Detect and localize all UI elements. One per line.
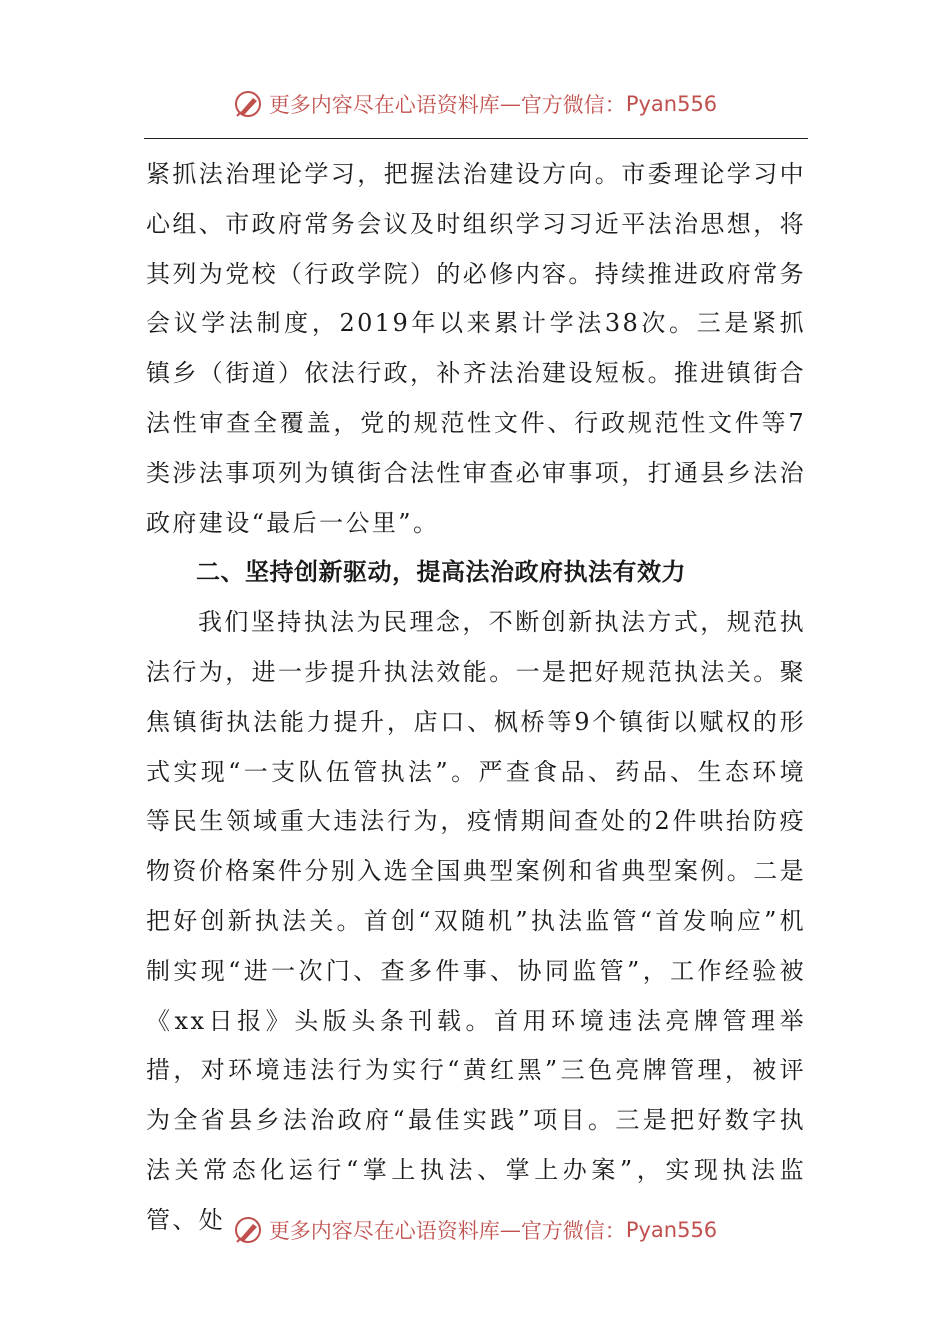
body-paragraph-1: 紧抓法治理论学习，把握法治建设方向。市委理论学习中心组、市政府常务会议及时组织学习习近平法治思想，将其列为党校（行政学院）的必修内容。持续推进政府常务会议学法制度，2019年以来累计学法38次。三是紧抓镇乡（街道）依法行政，补齐法治建设短板。推进镇街合法性审查全覆盖，党的规范性文件、行政规范性文件等7类涉法事项列为镇街合法性审查必审事项，打通县乡法治政府建设“最后一公里”。 bbox=[146, 160, 806, 537]
watermark-id: Pyan556 bbox=[625, 92, 718, 116]
watermark-suffix: 官方微信： bbox=[520, 1219, 626, 1243]
footer-watermark bbox=[0, 1210, 950, 1250]
watermark-id: Pyan556 bbox=[625, 1218, 718, 1242]
pen-nib-logo-icon bbox=[233, 1215, 263, 1245]
watermark-suffix: 官方微信： bbox=[520, 93, 626, 117]
watermark-dash: — bbox=[499, 1218, 521, 1242]
pen-nib-logo-icon bbox=[233, 89, 263, 119]
section-heading-2: 二、坚持创新驱动，提高法治政府执法有效力 bbox=[196, 558, 686, 587]
header-watermark bbox=[0, 84, 950, 124]
body-paragraph-2: 我们坚持执法为民理念，不断创新执法方式，规范执法行为，进一步提升执法效能。一是把好规范执法关。聚焦镇街执法能力提升，店口、枫桥等9个镇街以赋权的形式实现“一支队伍管执法”。严查食品、药品、生态环境等民生领域重大违法行为，疫情期间查处的2件哄抬防疫物资价格案件分别入选全国典型案例和省典型案例。二是把好创新执法关。首创“双随机”执法监管“首发响应”机制实现“进一次门、查多件事、协同监管”，工作经验被《xx日报》头版头条刊载。首用环境违法亮牌管理举措，对环境违法行为实行“黄红黑”三色亮牌管理，被评为全省县乡法治政府“最佳实践”项目。三是把好数字执法关常态化运行“掌上执法、掌上办案”，实现执法监管、处 bbox=[146, 608, 806, 1234]
watermark-dash: — bbox=[499, 92, 521, 116]
watermark-text: 更多内容尽在心语资料库 bbox=[268, 93, 500, 117]
watermark-text: 更多内容尽在心语资料库 bbox=[268, 1219, 500, 1243]
document-body bbox=[146, 150, 806, 1246]
header-rule bbox=[144, 138, 808, 139]
